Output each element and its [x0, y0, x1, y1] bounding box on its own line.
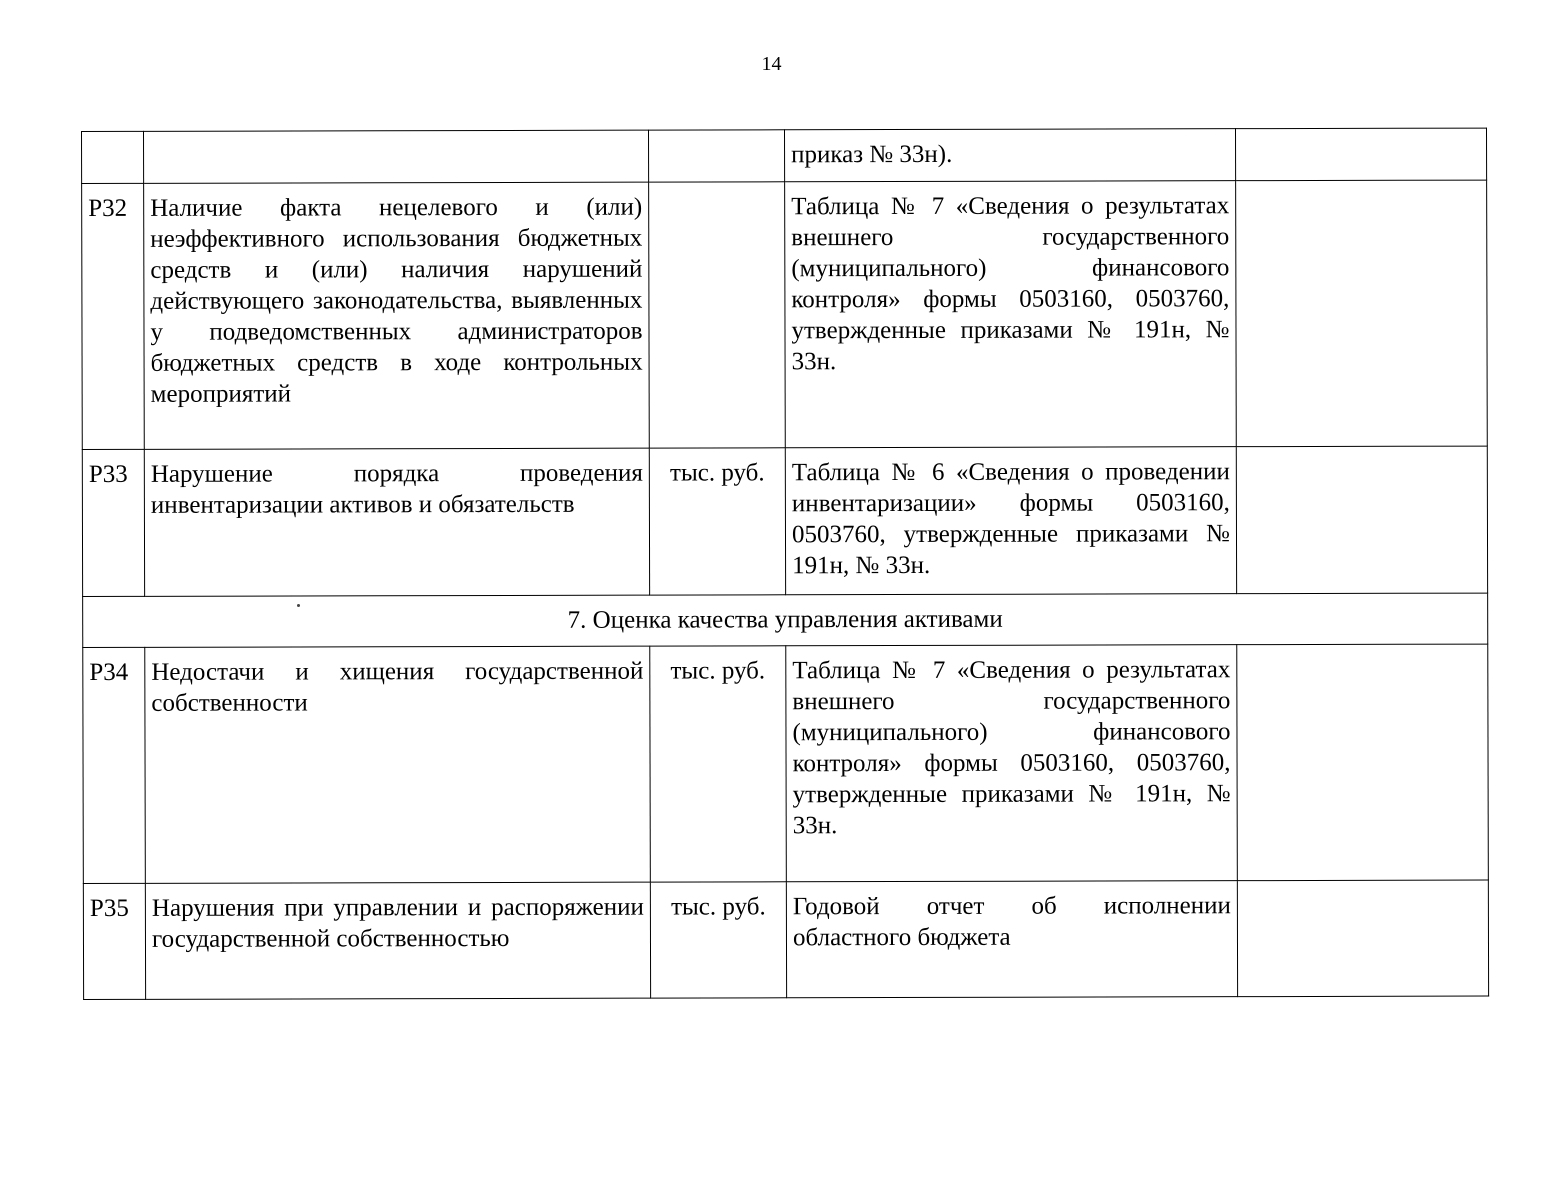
unit-cell: тыс. руб. [649, 448, 785, 595]
note-cell [1237, 880, 1488, 997]
row-code-cell: Р34 [83, 647, 146, 883]
unit-cell [648, 130, 784, 182]
row-code-cell: Р35 [83, 883, 145, 999]
indicator-cell: Недостачи и хищения государственной собственности [145, 646, 651, 883]
source-cell: Таблица № 7 «Сведения о результатах внешнего государственного (муниципального) финансового контроля» формы 0503160, 0503760, утвержденные приказами № 191н, № 33н. [786, 645, 1238, 882]
page-number: 14 [761, 53, 782, 75]
table-row-p32 [82, 180, 1488, 449]
note-cell [1235, 128, 1486, 181]
note-cell [1236, 180, 1488, 447]
unit-cell: тыс. руб. [650, 646, 787, 882]
source-cell: Годовой отчет об исполнении областного бюджета [786, 881, 1237, 998]
indicator-cell: Нарушение порядка проведения инвентаризации активов и обязательств [144, 448, 649, 596]
indicator-cell: Наличие факта нецелевого и (или) неэффективного использования бюджетных средств и (или) наличия нарушений действующего законодательства, выявленных у подведомственных администраторов бюджетных средств в ходе контрольных мероприятий [144, 182, 650, 449]
indicator-cell [144, 130, 649, 183]
table-row-continuation [82, 128, 1487, 183]
table-row-p35 [83, 880, 1488, 999]
indicators-table [81, 128, 1489, 1000]
scan-speck [297, 604, 300, 607]
row-code-cell: Р32 [82, 183, 145, 449]
table-row-p33 [82, 446, 1487, 596]
row-code-cell [82, 131, 144, 183]
table-row-p34 [83, 644, 1489, 883]
unit-cell [649, 182, 786, 448]
indicator-cell: Нарушения при управлении и распоряжении государственной собственностью [145, 882, 650, 999]
section-heading: 7. Оценка качества управления активами [83, 593, 1488, 647]
unit-cell: тыс. руб. [650, 882, 786, 998]
note-cell [1236, 446, 1487, 594]
source-cell: Таблица № 7 «Сведения о результатах внешнего государственного (муниципального) финансового контроля» формы 0503160, 0503760, утвержденные приказами № 191н, № 33н. [785, 181, 1237, 448]
note-cell [1237, 644, 1489, 881]
section-heading-row [83, 593, 1488, 647]
source-cell: приказ № 33н). [784, 129, 1235, 182]
row-code-cell: Р33 [82, 449, 144, 596]
source-cell: Таблица № 6 «Сведения о проведении инвентаризации» формы 0503160, 0503760, утвержденные приказами № 191н, № 33н. [785, 447, 1236, 595]
